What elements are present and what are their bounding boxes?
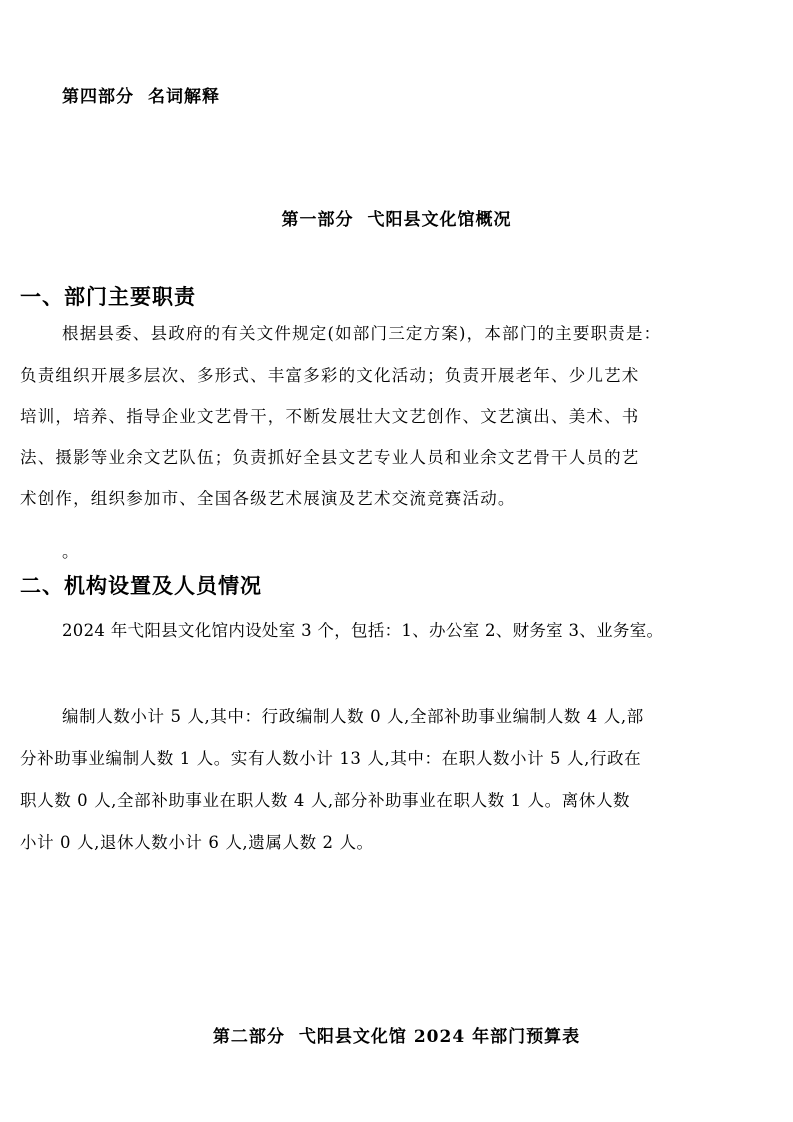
part1-label: 第一部分 [281, 210, 354, 230]
section2-para2-line-2: 分补助事业编制人数 1 人。实有人数小计 13 人,其中：在职人数小计 5 人,行政在 [20, 749, 642, 768]
section1-line-4: 法、摄影等业余文艺队伍；负责抓好全县文艺专业人员和业余文艺骨干人员的艺 [20, 448, 640, 467]
section2-heading: 二、机构设置及人员情况 [20, 573, 262, 598]
part1-heading: 弋阳县文化馆概况 [367, 210, 512, 230]
section1-heading: 一、部门主要职责 [20, 284, 196, 309]
section2-para2-line-4: 小计 0 人,退休人数小计 6 人,遗属人数 2 人。 [20, 833, 374, 852]
toc-part4-entry [62, 82, 220, 107]
section1-line-2: 负责组织开展多层次、多形式、丰富多彩的文化活动；负责开展老年、少儿艺术 [20, 366, 640, 385]
section2-para2-line-3: 职人数 0 人,全部补助事业在职人数 4 人,部分补助事业在职人数 1 人。离休人数 [20, 791, 631, 810]
toc-part4-title: 名词解释 [148, 87, 220, 107]
section2-para2-line-1: 编制人数小计 5 人,其中：行政编制人数 0 人,全部补助事业编制人数 4 人,部 [62, 707, 644, 726]
section2-para1: 2024 年弋阳县文化馆内设处室 3 个，包括：1、办公室 2、财务室 3、业务室。 [62, 621, 664, 640]
section1-line-3: 培训，培养、指导企业文艺骨干，不断发展壮大文艺创作、文艺演出、美术、书 [20, 407, 640, 426]
part2-heading: 弋阳县文化馆 2024 年部门预算表 [298, 1027, 581, 1047]
toc-part4-label: 第四部分 [62, 87, 134, 107]
part2-label: 第二部分 [212, 1027, 285, 1047]
part2-title [0, 1022, 793, 1047]
section1-line-1: 根据县委、县政府的有关文件规定(如部门三定方案)，本部门的主要职责是： [62, 324, 662, 343]
part1-title [0, 205, 793, 230]
stray-period-mark: 。 [62, 542, 80, 561]
section1-line-5: 术创作，组织参加市、全国各级艺术展演及艺术交流竞赛活动。 [20, 489, 516, 508]
